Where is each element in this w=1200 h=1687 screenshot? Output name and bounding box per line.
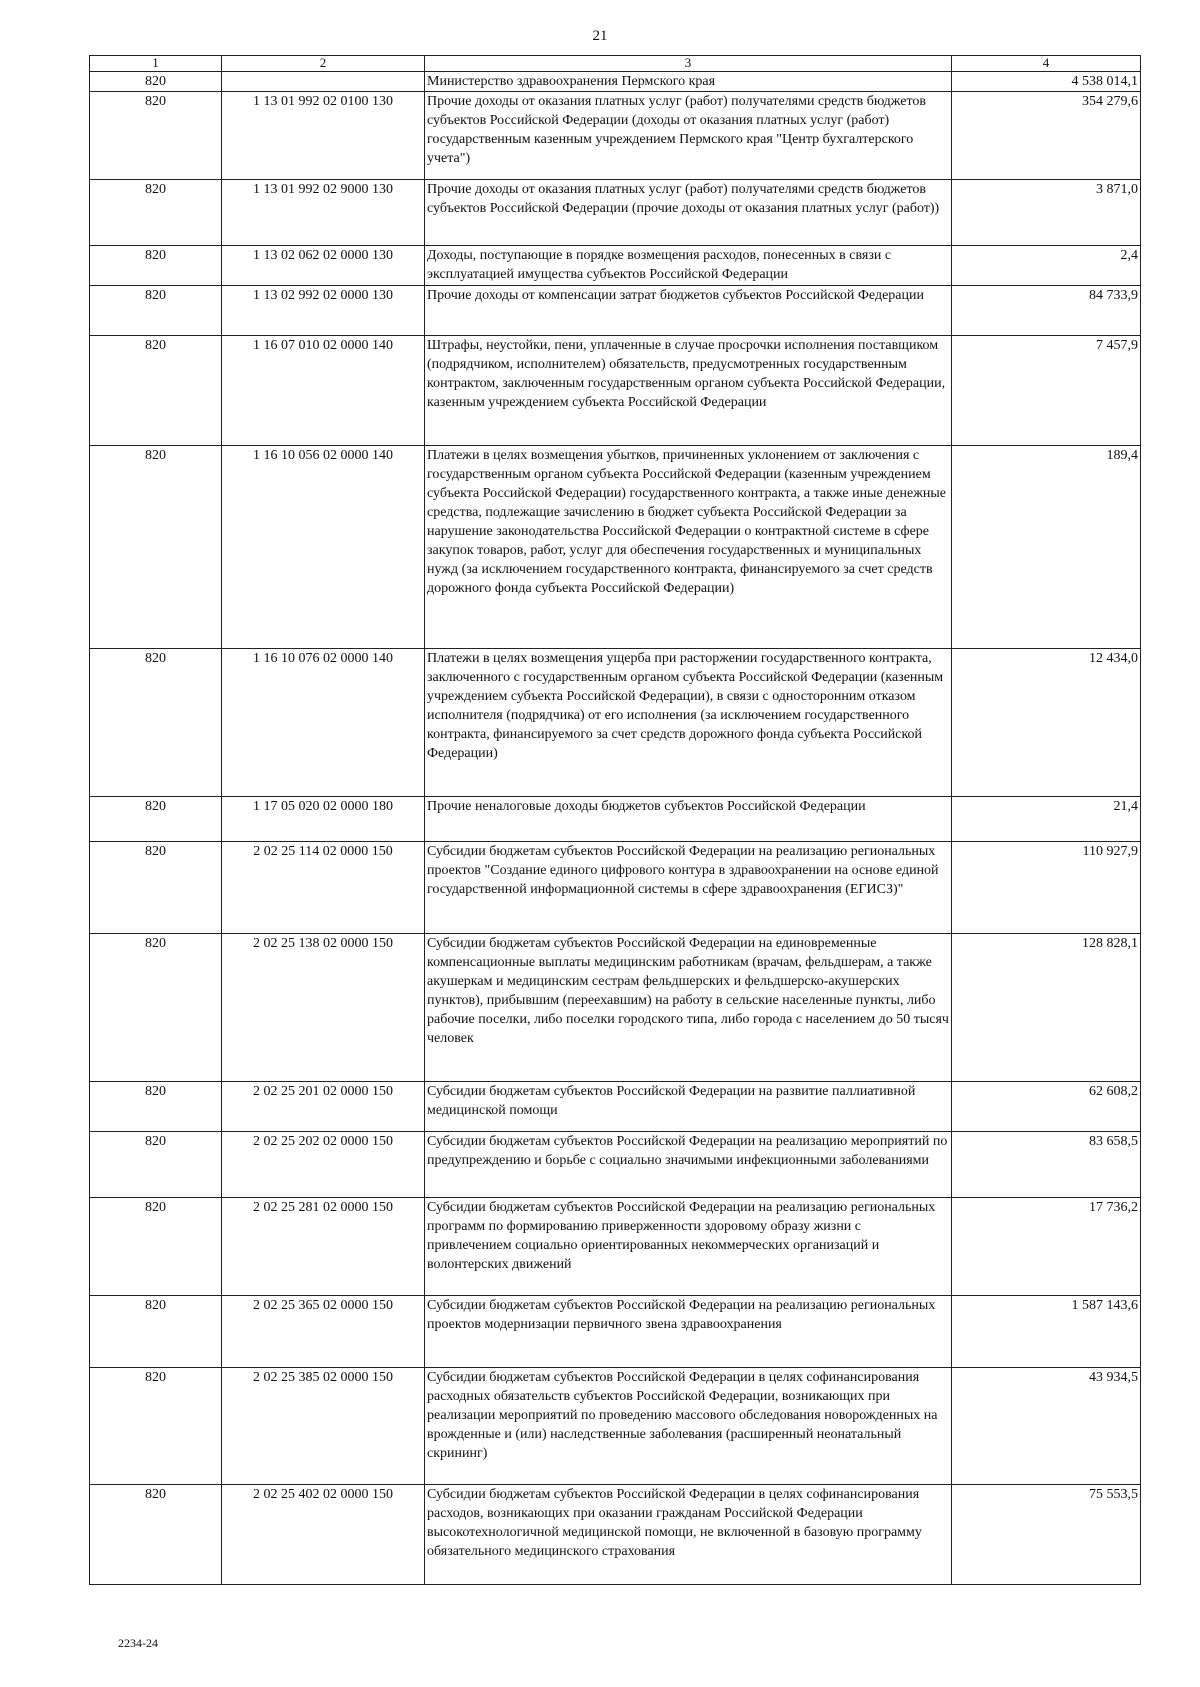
revenue-code-cell: 1 13 01 992 02 9000 130 [222, 180, 425, 246]
table-row [90, 1485, 1141, 1585]
amount-cell: 4 538 014,1 [952, 72, 1141, 92]
table-row [90, 92, 1141, 180]
table-row [90, 446, 1141, 649]
amount-cell: 84 733,9 [952, 286, 1141, 336]
revenue-name-cell: Субсидии бюджетам субъектов Российской Федерации в целях софинансирования расходов, возникающих при оказании гражданам Российской Федерации высокотехнологичной медицинской помощи, не включенной в базовую программу обязательного медицинского страхования [425, 1485, 952, 1585]
revenue-code-cell: 1 13 02 062 02 0000 130 [222, 246, 425, 286]
revenue-name-cell: Субсидии бюджетам субъектов Российской Федерации на реализацию мероприятий по предупреждению и борьбе с социально значимыми инфекционными заболеваниями [425, 1132, 952, 1198]
revenue-name-cell: Прочие доходы от оказания платных услуг (работ) получателями средств бюджетов субъектов Российской Федерации (доходы от оказания платных услуг (работ) государственным казенным учреждением Пермского края "Центр бухгалтерского учета") [425, 92, 952, 180]
revenue-code-cell: 1 16 10 056 02 0000 140 [222, 446, 425, 649]
amount-cell: 83 658,5 [952, 1132, 1141, 1198]
admin-code-cell: 820 [90, 934, 222, 1082]
table-row [90, 72, 1141, 92]
revenue-code-cell: 1 17 05 020 02 0000 180 [222, 797, 425, 842]
table-row [90, 797, 1141, 842]
revenue-name-cell: Доходы, поступающие в порядке возмещения расходов, понесенных в связи с эксплуатацией имущества субъектов Российской Федерации [425, 246, 952, 286]
admin-code-cell: 820 [90, 180, 222, 246]
revenue-name-cell: Субсидии бюджетам субъектов Российской Федерации на реализацию региональных проектов "Создание единого цифрового контура в здравоохранении на основе единой государственной информационной системы в сфере здравоохранения (ЕГИСЗ)" [425, 842, 952, 934]
admin-code-cell: 820 [90, 1082, 222, 1132]
revenue-name-cell: Субсидии бюджетам субъектов Российской Федерации на реализацию региональных проектов модернизации первичного звена здравоохранения [425, 1296, 952, 1368]
table-row [90, 1198, 1141, 1296]
amount-cell: 62 608,2 [952, 1082, 1141, 1132]
table-row [90, 1082, 1141, 1132]
revenue-code-cell: 2 02 25 402 02 0000 150 [222, 1485, 425, 1585]
table-body [90, 72, 1141, 1585]
amount-cell: 1 587 143,6 [952, 1296, 1141, 1368]
admin-code-cell: 820 [90, 649, 222, 797]
amount-cell: 7 457,9 [952, 336, 1141, 446]
revenue-code-cell: 2 02 25 365 02 0000 150 [222, 1296, 425, 1368]
amount-cell: 354 279,6 [952, 92, 1141, 180]
amount-cell: 43 934,5 [952, 1368, 1141, 1485]
page-number: 21 [592, 28, 608, 44]
revenue-code-cell: 2 02 25 201 02 0000 150 [222, 1082, 425, 1132]
revenue-name-cell: Министерство здравоохранения Пермского края [425, 72, 952, 92]
amount-cell: 17 736,2 [952, 1198, 1141, 1296]
revenue-name-cell: Субсидии бюджетам субъектов Российской Федерации на реализацию региональных программ по формированию приверженности здоровому образу жизни с привлечением социально ориентированных некоммерческих организаций и волонтерских движений [425, 1198, 952, 1296]
revenue-code-cell [222, 72, 425, 92]
revenue-name-cell: Прочие доходы от оказания платных услуг (работ) получателями средств бюджетов субъектов Российской Федерации (прочие доходы от оказания платных услуг (работ)) [425, 180, 952, 246]
revenue-table [89, 55, 1141, 1585]
table-row [90, 842, 1141, 934]
column-header-4: 4 [952, 56, 1141, 72]
column-header-1: 1 [90, 56, 222, 72]
table-header [90, 56, 1141, 72]
column-header-2: 2 [222, 56, 425, 72]
header-row [90, 56, 1141, 72]
revenue-name-cell: Прочие неналоговые доходы бюджетов субъектов Российской Федерации [425, 797, 952, 842]
column-header-3: 3 [425, 56, 952, 72]
revenue-code-cell: 1 16 10 076 02 0000 140 [222, 649, 425, 797]
admin-code-cell: 820 [90, 1368, 222, 1485]
revenue-name-cell: Платежи в целях возмещения убытков, причиненных уклонением от заключения с государственным органом субъекта Российской Федерации (казенным учреждением субъекта Российской Федерации) государственного контракта, а также иные денежные средства, подлежащие зачислению в бюджет субъекта Российской Федерации за нарушение законодательства Российской Федерации о контрактной системе в сфере закупок товаров, работ, услуг для обеспечения государственных и муниципальных нужд (за исключением государственного контракта, финансируемого за счет средств дорожного фонда субъекта Российской Федерации) [425, 446, 952, 649]
table-row [90, 180, 1141, 246]
amount-cell: 2,4 [952, 246, 1141, 286]
revenue-code-cell: 2 02 25 138 02 0000 150 [222, 934, 425, 1082]
revenue-code-cell: 2 02 25 281 02 0000 150 [222, 1198, 425, 1296]
amount-cell: 75 553,5 [952, 1485, 1141, 1585]
table-row [90, 1132, 1141, 1198]
admin-code-cell: 820 [90, 72, 222, 92]
amount-cell: 21,4 [952, 797, 1141, 842]
table-row [90, 1296, 1141, 1368]
revenue-name-cell: Прочие доходы от компенсации затрат бюджетов субъектов Российской Федерации [425, 286, 952, 336]
admin-code-cell: 820 [90, 92, 222, 180]
revenue-name-cell: Субсидии бюджетам субъектов Российской Федерации на развитие паллиативной медицинской помощи [425, 1082, 952, 1132]
admin-code-cell: 820 [90, 797, 222, 842]
revenue-code-cell: 1 13 02 992 02 0000 130 [222, 286, 425, 336]
admin-code-cell: 820 [90, 336, 222, 446]
revenue-name-cell: Субсидии бюджетам субъектов Российской Федерации в целях софинансирования расходных обязательств субъектов Российской Федерации, возникающих при реализации мероприятий по проведению массового обследования новорожденных на врожденные и (или) наследственные заболевания (расширенный неонатальный скрининг) [425, 1368, 952, 1485]
table-row [90, 286, 1141, 336]
amount-cell: 12 434,0 [952, 649, 1141, 797]
revenue-code-cell: 1 16 07 010 02 0000 140 [222, 336, 425, 446]
amount-cell: 3 871,0 [952, 180, 1141, 246]
document-id: 2234-24 [118, 1636, 158, 1650]
amount-cell: 189,4 [952, 446, 1141, 649]
admin-code-cell: 820 [90, 1485, 222, 1585]
admin-code-cell: 820 [90, 842, 222, 934]
amount-cell: 110 927,9 [952, 842, 1141, 934]
revenue-name-cell: Платежи в целях возмещения ущерба при расторжении государственного контракта, заключенного с государственным органом субъекта Российской Федерации (казенным учреждением субъекта Российской Федерации), в связи с односторонним отказом исполнителя (подрядчика) от его исполнения (за исключением государственного контракта, финансируемого за счет средств дорожного фонда субъекта Российской Федерации) [425, 649, 952, 797]
revenue-name-cell: Субсидии бюджетам субъектов Российской Федерации на единовременные компенсационные выплаты медицинским работникам (врачам, фельдшерам, а также акушеркам и медицинским сестрам фельдшерских и фельдшерско-акушерских пунктов), прибывшим (переехавшим) на работу в сельские населенные пункты, либо рабочие поселки, либо поселки городского типа, либо города с населением до 50 тысяч человек [425, 934, 952, 1082]
table-row [90, 649, 1141, 797]
revenue-code-cell: 2 02 25 114 02 0000 150 [222, 842, 425, 934]
table-row [90, 1368, 1141, 1485]
revenue-code-cell: 2 02 25 385 02 0000 150 [222, 1368, 425, 1485]
revenue-name-cell: Штрафы, неустойки, пени, уплаченные в случае просрочки исполнения поставщиком (подрядчиком, исполнителем) обязательств, предусмотренных государственным контрактом, заключенным государственным органом субъекта Российской Федерации, казенным учреждением субъекта Российской Федерации [425, 336, 952, 446]
admin-code-cell: 820 [90, 1296, 222, 1368]
admin-code-cell: 820 [90, 1132, 222, 1198]
admin-code-cell: 820 [90, 286, 222, 336]
admin-code-cell: 820 [90, 246, 222, 286]
table-row [90, 246, 1141, 286]
table-row [90, 336, 1141, 446]
admin-code-cell: 820 [90, 446, 222, 649]
revenue-code-cell: 2 02 25 202 02 0000 150 [222, 1132, 425, 1198]
admin-code-cell: 820 [90, 1198, 222, 1296]
amount-cell: 128 828,1 [952, 934, 1141, 1082]
table-row [90, 934, 1141, 1082]
revenue-code-cell: 1 13 01 992 02 0100 130 [222, 92, 425, 180]
